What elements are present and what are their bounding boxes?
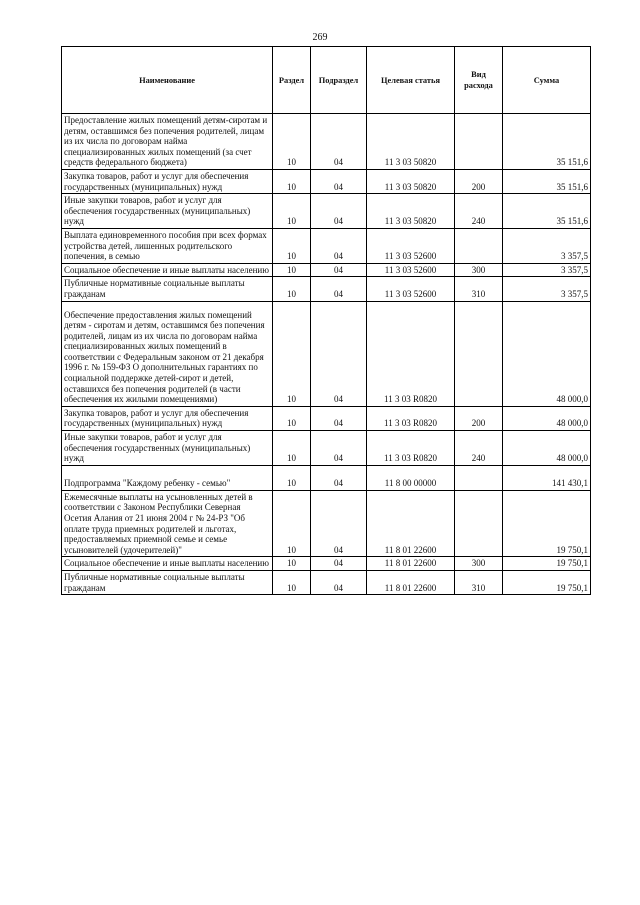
table-row: [62, 406, 591, 430]
cell-summa: 19 750,1: [503, 570, 591, 594]
cell-statya: 11 3 03 50820: [367, 194, 455, 229]
page-number: 269: [312, 32, 328, 43]
cell-name: Обеспечение предоставления жилых помещений детям - сиротам и детям, оставшимся без попечения родителей, лицам из их числа по договорам найма специализированных жилых помещений в соответствии с Федеральным законом от 21 декабря 1996 г. № 159-ФЗ О дополнительных гарантиях по социальной поддержке детей-сирот и детей, оставшихся без попечения родителей (в части обеспечения их жилыми помещениями): [62, 301, 273, 406]
cell-name: Иные закупки товаров, работ и услуг для обеспечения государственных (муниципальных) нужд: [62, 194, 273, 229]
header-razdel: Раздел: [273, 47, 311, 114]
cell-statya: 11 3 03 R0820: [367, 406, 455, 430]
cell-podrazdel: 04: [311, 263, 367, 277]
cell-summa: 48 000,0: [503, 406, 591, 430]
cell-razdel: 10: [273, 277, 311, 301]
cell-name: Закупка товаров, работ и услуг для обеспечения государственных (муниципальных) нужд: [62, 169, 273, 193]
cell-statya: 11 3 03 52600: [367, 277, 455, 301]
cell-summa: 35 151,6: [503, 194, 591, 229]
cell-razdel: 10: [273, 570, 311, 594]
table-header-row: [62, 47, 591, 114]
cell-name: Выплата единовременного пособия при всех формах устройства детей, лишенных родительского попечения, в семью: [62, 228, 273, 263]
cell-summa: 3 357,5: [503, 263, 591, 277]
cell-statya: 11 8 01 22600: [367, 557, 455, 571]
cell-podrazdel: 04: [311, 490, 367, 557]
cell-summa: 48 000,0: [503, 431, 591, 466]
cell-razdel: 10: [273, 169, 311, 193]
cell-statya: 11 3 03 52600: [367, 263, 455, 277]
cell-vid: 300: [455, 557, 503, 571]
cell-vid: 240: [455, 431, 503, 466]
cell-podrazdel: 04: [311, 406, 367, 430]
header-podrazdel: Подраздел: [311, 47, 367, 114]
cell-vid: [455, 465, 503, 490]
cell-podrazdel: 04: [311, 301, 367, 406]
cell-name: Иные закупки товаров, работ и услуг для обеспечения государственных (муниципальных) нужд: [62, 431, 273, 466]
table-row: [62, 570, 591, 594]
cell-summa: 3 357,5: [503, 228, 591, 263]
cell-summa: 19 750,1: [503, 557, 591, 571]
cell-vid: 310: [455, 570, 503, 594]
cell-vid: 200: [455, 169, 503, 193]
cell-summa: 35 151,6: [503, 114, 591, 170]
cell-vid: [455, 228, 503, 263]
cell-razdel: 10: [273, 557, 311, 571]
table-row: [62, 228, 591, 263]
cell-statya: 11 3 03 52600: [367, 228, 455, 263]
cell-statya: 11 3 03 50820: [367, 114, 455, 170]
cell-vid: 310: [455, 277, 503, 301]
cell-vid: 240: [455, 194, 503, 229]
header-summa: Сумма: [503, 47, 591, 114]
cell-podrazdel: 04: [311, 169, 367, 193]
table-row: [62, 465, 591, 490]
cell-podrazdel: 04: [311, 570, 367, 594]
cell-summa: 141 430,1: [503, 465, 591, 490]
table-row: [62, 114, 591, 170]
cell-podrazdel: 04: [311, 557, 367, 571]
cell-summa: 48 000,0: [503, 301, 591, 406]
cell-statya: 11 3 03 50820: [367, 169, 455, 193]
cell-podrazdel: 04: [311, 114, 367, 170]
header-name: Наименование: [62, 47, 273, 114]
cell-razdel: 10: [273, 263, 311, 277]
table-row: [62, 277, 591, 301]
cell-summa: 35 151,6: [503, 169, 591, 193]
cell-podrazdel: 04: [311, 277, 367, 301]
cell-vid: 200: [455, 406, 503, 430]
cell-vid: [455, 301, 503, 406]
cell-name: Предоставление жилых помещений детям-сиротам и детям, оставшимся без попечения родителей, лицам из их числа по договорам найма специализированных жилых помещений (за счет средств федерального бюджета): [62, 114, 273, 170]
cell-name: Публичные нормативные социальные выплаты гражданам: [62, 570, 273, 594]
cell-statya: 11 8 00 00000: [367, 465, 455, 490]
cell-name: Ежемесячные выплаты на усыновленных детей в соответствии с Законом Республики Северная Осетия Алания от 21 июня 2004 г № 24-РЗ "Об оплате труда приемных родителей и льготах, предоставляемых приемной семье и семье усыновителей (удочерителей)": [62, 490, 273, 557]
cell-name: Социальное обеспечение и иные выплаты населению: [62, 263, 273, 277]
cell-statya: 11 3 03 R0820: [367, 431, 455, 466]
cell-podrazdel: 04: [311, 465, 367, 490]
cell-razdel: 10: [273, 465, 311, 490]
cell-vid: [455, 114, 503, 170]
cell-name: Социальное обеспечение и иные выплаты населению: [62, 557, 273, 571]
cell-razdel: 10: [273, 490, 311, 557]
cell-statya: 11 8 01 22600: [367, 570, 455, 594]
table-row: [62, 263, 591, 277]
cell-name: Публичные нормативные социальные выплаты гражданам: [62, 277, 273, 301]
cell-vid: 300: [455, 263, 503, 277]
cell-name: Подпрограмма "Каждому ребенку - семью": [62, 465, 273, 490]
cell-razdel: 10: [273, 301, 311, 406]
header-vid: Вид расхода: [455, 47, 503, 114]
cell-podrazdel: 04: [311, 194, 367, 229]
cell-razdel: 10: [273, 114, 311, 170]
cell-podrazdel: 04: [311, 431, 367, 466]
cell-name: Закупка товаров, работ и услуг для обеспечения государственных (муниципальных) нужд: [62, 406, 273, 430]
table-row: [62, 194, 591, 229]
table-row: [62, 301, 591, 406]
cell-razdel: 10: [273, 228, 311, 263]
cell-vid: [455, 490, 503, 557]
cell-podrazdel: 04: [311, 228, 367, 263]
budget-table: [61, 46, 591, 595]
cell-razdel: 10: [273, 406, 311, 430]
cell-razdel: 10: [273, 194, 311, 229]
cell-statya: 11 8 01 22600: [367, 490, 455, 557]
table-row: [62, 490, 591, 557]
table-row: [62, 169, 591, 193]
header-statya: Целевая статья: [367, 47, 455, 114]
table-row: [62, 431, 591, 466]
cell-summa: 3 357,5: [503, 277, 591, 301]
cell-razdel: 10: [273, 431, 311, 466]
table-row: [62, 557, 591, 571]
cell-statya: 11 3 03 R0820: [367, 301, 455, 406]
cell-summa: 19 750,1: [503, 490, 591, 557]
